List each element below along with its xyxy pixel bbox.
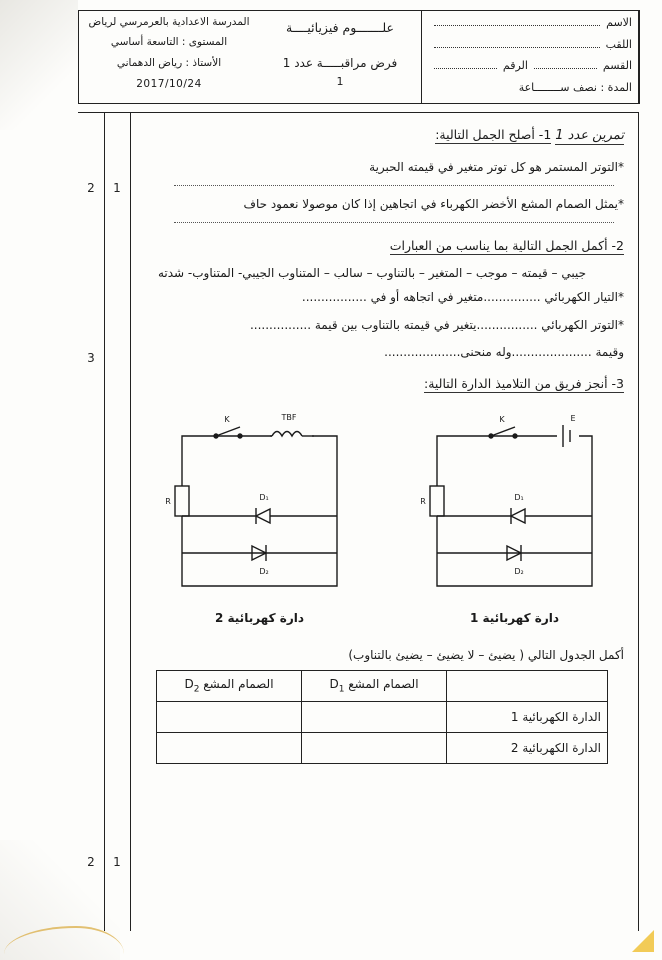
ident-label-surname: اللقب [605,37,632,51]
table-row [157,732,608,763]
question-2-title: 2- أكمل الجمل التالية بما يناسب من العبارات [389,238,624,254]
circuit-1-resistor-label: R [420,496,426,506]
ident-label-class: القسم [602,59,632,72]
answer-line-2[interactable] [174,221,614,223]
school-info-cell [79,11,259,103]
question-2-line-3[interactable]: وقيمة .....................وله منحنى.................... [384,345,624,360]
page-corner-fold [632,930,654,952]
school-level: المستوى : التاسعة أساسي [110,35,228,48]
scan-shadow-top [0,0,78,130]
circuit-1-diode2-label: D₂ [514,566,524,576]
table-row-1-cell-d2[interactable] [157,701,302,732]
table-header-row [157,670,608,701]
exam-number: 1 [336,74,344,88]
circuit-2 [152,408,367,623]
table-header-empty [447,670,608,701]
table-header-d1-text: الصمام المشع D [329,676,419,691]
question-1-item-1: *التوتر المستمر هو كل توتر متغير في قيمته الحبرية [369,160,624,174]
circuit-2-resistor-label: R [165,496,171,506]
exam-info-cell [259,11,422,103]
circuit-2-switch-label: K [224,414,230,424]
teacher-name: الأستاذ : رياض الدهماني [116,56,222,69]
mark-outer-1: 2 [87,181,95,195]
table-header-d1-sub: 1 [338,684,345,695]
table-row [157,701,608,732]
table-intro: أكمل الجدول التالي ( يضيئ – لا يضيئ – يضيئ بالتناوب) [348,647,624,662]
marks-column-inner [104,113,131,931]
table-row-2-label: الدارة الكهربائية 2 [447,732,608,763]
circuit-2-caption: دارة كهربائية 2 [214,610,305,625]
mark-inner-3: 1 [113,855,121,869]
ident-label-number: الرقم [502,59,528,72]
circuit-2-generator-label: TBF [281,412,297,422]
ident-dots-class[interactable] [534,67,597,69]
question-2-line-1[interactable]: *التيار الكهربائي ...............متغير في اتجاهه أو في ................. [301,290,624,305]
answer-line-1[interactable] [174,184,614,186]
table-row-1-cell-d1[interactable] [302,701,447,732]
exam-date: 2017/10/24 [136,78,202,91]
ident-dots-surname[interactable] [434,46,600,48]
exam-body-frame [78,112,639,931]
circuit-2-svg [152,408,367,618]
question-3-title: 3- أنجز فريق من التلاميذ الدارة التالية: [423,375,624,391]
ident-dots-number[interactable] [434,67,497,69]
student-ident-cell [422,11,639,103]
header-table [78,10,640,104]
table-row-2-cell-d2[interactable] [157,732,302,763]
table-header-d2 [157,670,302,701]
circuit-1-diode1-label: D₁ [514,492,524,502]
ident-label-name: الاسم [606,16,632,29]
circuit-1-switch-label: K [499,414,505,424]
circuit-diagrams [140,408,624,638]
ident-dots-name[interactable] [434,24,600,26]
circuit-1-svg [407,408,622,618]
circuit-2-diode1-label: D₁ [259,492,269,502]
question-1-title: 1- أصلح الجمل التالية: [435,127,552,142]
table-header-d1 [302,670,447,701]
circuit-1 [407,408,622,623]
table-row-2-cell-d1[interactable] [302,732,447,763]
ident-row-duration [428,80,632,97]
question-1-item-2: *يمثل الصمام المشع الأخضر الكهرباء في اتجاهين إذا كان موصولا نعمود حاف [243,197,624,212]
marks-column-outer [78,113,105,931]
ident-row-surname [428,37,632,54]
ident-label-duration: المدة : نصف ســــــــاعة [518,80,632,94]
exam-title: فرض مراقبـــــة عدد 1 [282,55,398,70]
ident-row-name [428,15,632,32]
subject-name: علـــــــوم فيزيائيــــة [286,20,394,35]
question-2-line-2[interactable]: *التوتر الكهربائي ................يتغير في قيمته بالتناوب بين قيمة ................ [249,317,624,332]
circuit-1-generator-label: E [570,413,576,423]
table-header-d2-sub: 2 [193,684,200,695]
circuit-1-caption: دارة كهربائية 1 [469,610,560,625]
ident-row-class [428,58,632,75]
question-2-choices: جيبي – قيمته – موجب – المتغير – بالتناوب – سالب – المتناوب الجيبي- المتناوب- شدته [157,266,587,281]
exercise-title: تمرين عدد 1 [555,128,624,143]
mark-outer-3: 2 [87,855,95,869]
table-row-1-label: الدارة الكهربائية 1 [447,701,608,732]
circuit-2-diode2-label: D₂ [259,566,269,576]
mark-inner-1: 1 [113,181,121,195]
results-table [156,670,608,764]
table-header-d2-text: الصمام المشع D [184,676,274,691]
exam-content [130,113,638,931]
mark-outer-2: 3 [87,351,95,365]
school-name: المدرسة الاعدادية بالعرمرسي لرياض [88,16,250,28]
